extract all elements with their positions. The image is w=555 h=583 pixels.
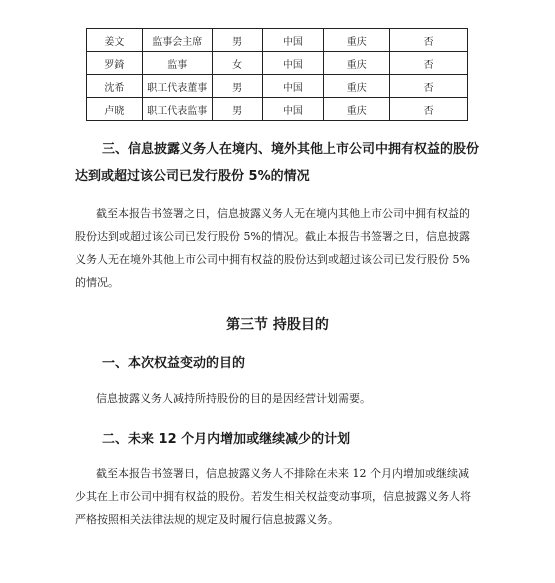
table-cell: 沈希 <box>87 75 143 98</box>
table-cell: 中国 <box>262 75 324 98</box>
table-cell: 男 <box>212 75 262 98</box>
table-cell: 女 <box>212 52 262 75</box>
section3-para-line4: 的情况。 <box>75 276 119 289</box>
chapter-title: 第三节 持股目的 <box>226 317 329 333</box>
table-cell: 罗錡 <box>87 52 143 75</box>
section3-heading-line1: 三、信息披露义务人在境内、境外其他上市公司中拥有权益的股份 <box>102 142 480 157</box>
table-row <box>87 75 468 98</box>
table-cell: 中国 <box>262 98 324 121</box>
table-cell: 否 <box>390 98 468 121</box>
table-cell: 重庆 <box>324 98 390 121</box>
sub2-heading: 二、未来 12 个月内增加或继续减少的计划 <box>102 432 351 447</box>
table-row <box>87 98 468 121</box>
table-cell: 重庆 <box>324 29 390 52</box>
table-cell: 中国 <box>262 29 324 52</box>
table-cell: 男 <box>212 98 262 121</box>
sub1-para: 信息披露义务人减持所持股份的目的是因经营计划需要。 <box>96 392 371 405</box>
table-row <box>87 52 468 75</box>
section3-para-line2: 股份达到或超过该公司已发行股份 5%的情况。截止本报告书签署之日，信息披露 <box>75 230 470 243</box>
table-cell: 重庆 <box>324 75 390 98</box>
section3-para-line3: 义务人无在境外其他上市公司中拥有权益的股份达到或超过该公司已发行股份 5% <box>75 253 470 266</box>
table-cell: 职工代表董事 <box>142 75 212 98</box>
sub2-para-line3: 严格按照相关法律法规的规定及时履行信息披露义务。 <box>75 513 339 526</box>
personnel-table <box>86 28 468 121</box>
table-cell: 中国 <box>262 52 324 75</box>
table-cell: 否 <box>390 75 468 98</box>
section3-para-line1: 截至本报告书签署之日，信息披露义务人无在境内其他上市公司中拥有权益的 <box>96 207 470 220</box>
sub1-heading: 一、本次权益变动的目的 <box>102 356 246 371</box>
table-cell: 否 <box>390 29 468 52</box>
section3-heading-line2: 达到或超过该公司已发行股份 5%的情况 <box>75 169 310 184</box>
table-cell: 职工代表监事 <box>142 98 212 121</box>
table-cell: 男 <box>212 29 262 52</box>
personnel-table-body <box>87 29 468 121</box>
table-cell: 姜文 <box>87 29 143 52</box>
table-row <box>87 29 468 52</box>
sub2-para-line2: 少其在上市公司中拥有权益的股份。若发生相关权益变动事项，信息披露义务人将 <box>75 490 471 503</box>
table-cell: 监事会主席 <box>142 29 212 52</box>
table-cell: 监事 <box>142 52 212 75</box>
sub2-para-line1: 截至本报告书签署日，信息披露义务人不排除在未来 12 个月内增加或继续减 <box>96 467 469 480</box>
table-cell: 卢晓 <box>87 98 143 121</box>
table-cell: 重庆 <box>324 52 390 75</box>
table-cell: 否 <box>390 52 468 75</box>
